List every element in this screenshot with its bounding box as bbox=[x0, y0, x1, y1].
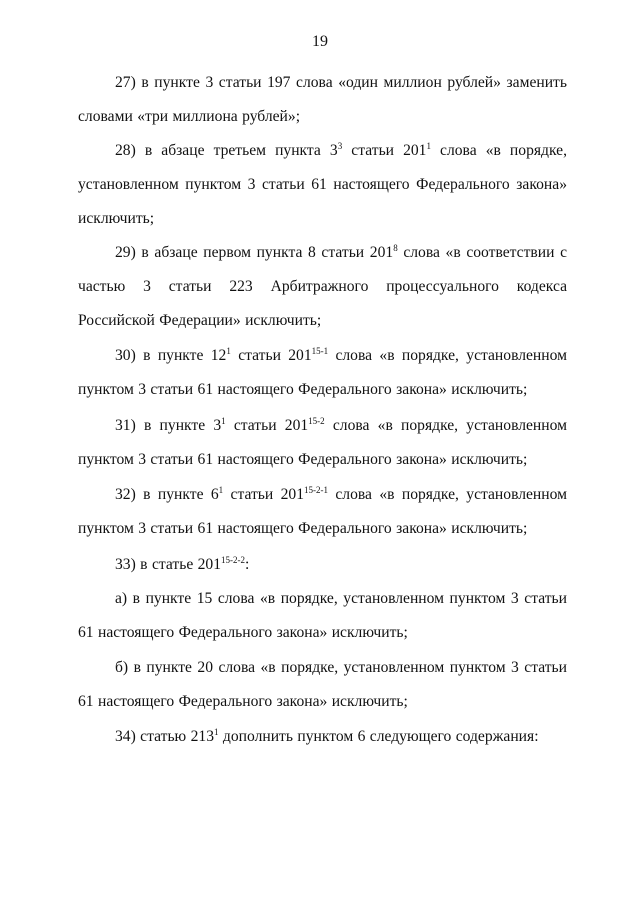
item-28-text-2: статьи 201 bbox=[342, 142, 427, 159]
item-30-sup-2: 15-1 bbox=[311, 346, 329, 356]
item-33-sup-1: 15-2-2 bbox=[221, 555, 246, 565]
item-34 bbox=[78, 720, 567, 754]
item-32-sup-1: 1 bbox=[218, 485, 224, 495]
item-29-sup-1: 8 bbox=[393, 243, 398, 253]
item-32-sup-2: 15-2-1 bbox=[304, 485, 329, 495]
item-28-text-1: 28) в абзаце третьем пункта 3 bbox=[115, 142, 338, 159]
page-number: 19 bbox=[312, 33, 328, 50]
item-33b bbox=[78, 651, 567, 719]
item-31 bbox=[78, 409, 567, 477]
item-27 bbox=[78, 66, 567, 134]
item-28-sup-1: 3 bbox=[337, 141, 343, 151]
item-33-text-1: 33) в статье 201 bbox=[115, 556, 222, 573]
item-31-text-3: слова «в порядке, установленном пунктом 3 статьи 61 настоящего Федерального закона» исключить; bbox=[78, 417, 567, 468]
item-31-sup-1: 1 bbox=[221, 416, 226, 426]
item-34-text-2: дополнить пунктом 6 следующего содержания: bbox=[218, 728, 539, 745]
item-27-text: 27) в пункте 3 статьи 197 слова «один миллион рублей» заменить словами «три миллиона рублей»; bbox=[78, 74, 567, 125]
item-29-text-2: слова «в соответствии с частью 3 статьи 223 Арбитражного процессуального кодекса Российской Федерации» исключить; bbox=[78, 244, 568, 329]
item-30-text-2: статьи 201 bbox=[230, 347, 312, 364]
item-33-text-2: : bbox=[245, 556, 250, 573]
item-31-text-1: 31) в пункте 3 bbox=[115, 417, 222, 434]
item-31-text-2: статьи 201 bbox=[225, 417, 309, 434]
item-30-sup-1: 1 bbox=[226, 346, 231, 356]
item-33a-text: а) в пункте 15 слова «в порядке, установленном пунктом 3 статьи 61 настоящего Федерального закона» исключить; bbox=[78, 590, 567, 641]
item-29-text-1: 29) в абзаце первом пункта 8 статьи 201 bbox=[115, 244, 394, 261]
item-33 bbox=[78, 548, 567, 582]
item-30-text-3: слова «в порядке, установленном пунктом 3 статьи 61 настоящего Федерального закона» исключить; bbox=[78, 347, 567, 398]
item-30-text-1: 30) в пункте 12 bbox=[115, 347, 227, 364]
item-28-sup-2: 1 bbox=[426, 141, 431, 151]
item-32-text-1: 32) в пункте 6 bbox=[115, 486, 219, 503]
item-34-text-1: 34) статью 213 bbox=[115, 728, 214, 745]
item-31-sup-2: 15-2 bbox=[308, 416, 325, 426]
item-33b-text: б) в пункте 20 слова «в порядке, установленном пунктом 3 статьи 61 настоящего Федерального закона» исключить; bbox=[78, 659, 567, 710]
item-28 bbox=[78, 134, 567, 236]
item-34-sup-1: 1 bbox=[214, 727, 219, 737]
item-30 bbox=[78, 339, 567, 407]
item-32 bbox=[78, 478, 567, 546]
item-32-text-3: слова «в порядке, установленном пунктом 3 статьи 61 настоящего Федерального закона» исключить; bbox=[78, 486, 567, 537]
item-32-text-2: статьи 201 bbox=[223, 486, 305, 503]
item-28-text-3: слова «в порядке, установленном пунктом 3 статьи 61 настоящего Федерального закона» исключить; bbox=[78, 142, 567, 227]
item-33a bbox=[78, 582, 567, 650]
item-29 bbox=[78, 236, 567, 338]
